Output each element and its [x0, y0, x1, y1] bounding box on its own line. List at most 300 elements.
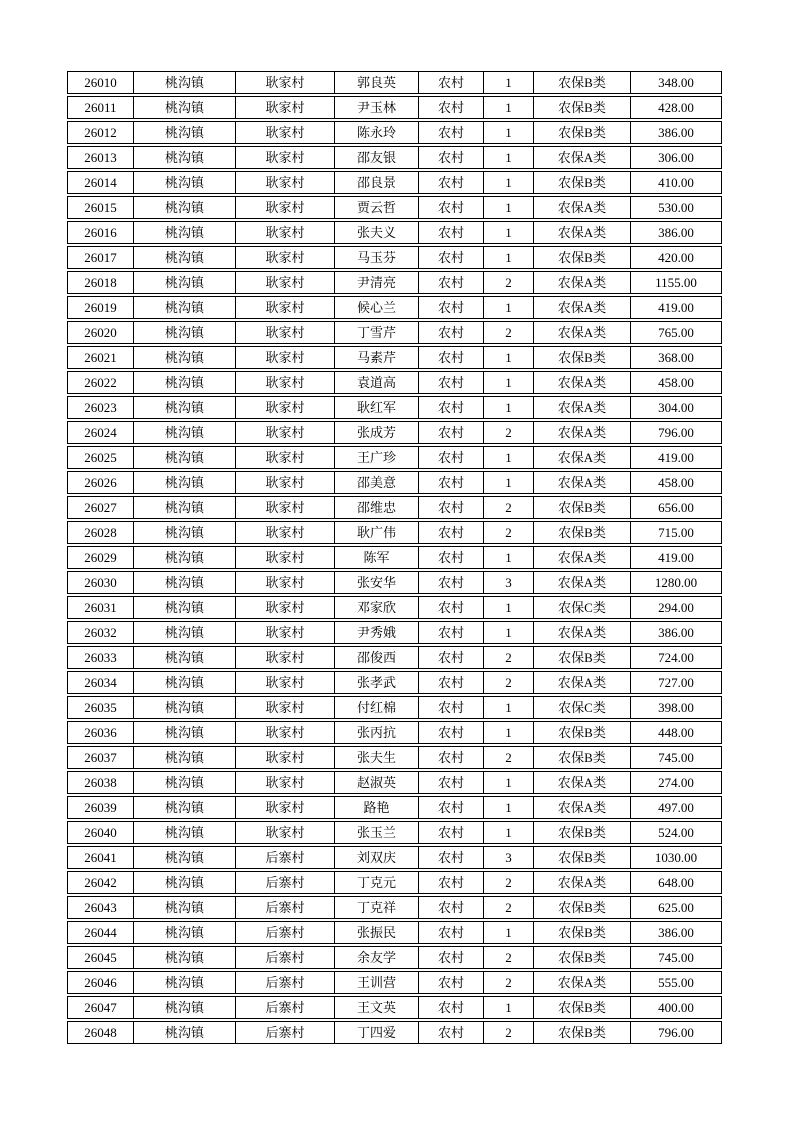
cell-id: 26021: [68, 347, 134, 368]
cell-category: 农保B类: [534, 922, 631, 943]
cell-town: 桃沟镇: [134, 172, 236, 193]
table-row: [67, 121, 722, 144]
cell-name: 马素芹: [335, 347, 419, 368]
cell-amount: 428.00: [658, 100, 694, 115]
cell-residence: 农村: [419, 847, 484, 868]
table-row: [67, 721, 722, 744]
cell-category: 农保C类: [534, 697, 631, 718]
cell-amount: 419.00: [658, 300, 694, 315]
cell-category: 农保A类: [534, 372, 631, 393]
cell-village: 耿家村: [236, 522, 335, 543]
cell-amount: 419.00: [658, 450, 694, 465]
cell-name: 邓家欣: [335, 597, 419, 618]
cell-id: 26045: [68, 947, 134, 968]
cell-name: 马玉芬: [335, 247, 419, 268]
cell-count: 1: [484, 297, 534, 318]
cell-category: 农保A类: [534, 772, 631, 793]
table-row: [67, 946, 722, 969]
cell-category: 农保A类: [534, 972, 631, 993]
table-row: [67, 1021, 722, 1044]
cell-residence: 农村: [419, 197, 484, 218]
cell-residence: 农村: [419, 397, 484, 418]
table-row: [67, 421, 722, 444]
cell-residence: 农村: [419, 922, 484, 943]
cell-count: 2: [484, 322, 534, 343]
cell-count: 1: [484, 922, 534, 943]
table-row: [67, 321, 722, 344]
cell-id: 26042: [68, 872, 134, 893]
cell-count: 1: [484, 222, 534, 243]
cell-count: 2: [484, 972, 534, 993]
cell-count: 3: [484, 847, 534, 868]
cell-id: 26035: [68, 697, 134, 718]
cell-village: 耿家村: [236, 447, 335, 468]
cell-town: 桃沟镇: [134, 922, 236, 943]
cell-village: 耿家村: [236, 297, 335, 318]
cell-count: 1: [484, 397, 534, 418]
cell-town: 桃沟镇: [134, 397, 236, 418]
table-row: [67, 821, 722, 844]
table-row: [67, 446, 722, 469]
cell-residence: 农村: [419, 622, 484, 643]
cell-category: 农保A类: [534, 147, 631, 168]
cell-residence: 农村: [419, 897, 484, 918]
cell-residence: 农村: [419, 272, 484, 293]
cell-town: 桃沟镇: [134, 597, 236, 618]
cell-name: 张玉兰: [335, 822, 419, 843]
cell-count: 1: [484, 622, 534, 643]
cell-village: 耿家村: [236, 822, 335, 843]
cell-category: 农保B类: [534, 997, 631, 1018]
cell-category: 农保B类: [534, 497, 631, 518]
cell-village: 耿家村: [236, 797, 335, 818]
cell-amount: 555.00: [658, 975, 694, 990]
table-row: [67, 646, 722, 669]
cell-name: 尹清亮: [335, 272, 419, 293]
cell-amount: 306.00: [658, 150, 694, 165]
cell-id: 26013: [68, 147, 134, 168]
cell-id: 26038: [68, 772, 134, 793]
cell-count: 1: [484, 72, 534, 93]
cell-residence: 农村: [419, 697, 484, 718]
cell-residence: 农村: [419, 222, 484, 243]
cell-amount: 796.00: [658, 1025, 694, 1040]
table-row: [67, 171, 722, 194]
cell-category: 农保B类: [534, 1022, 631, 1043]
cell-name: 候心兰: [335, 297, 419, 318]
cell-village: 后寨村: [236, 972, 335, 993]
cell-name: 丁克元: [335, 872, 419, 893]
cell-amount: 796.00: [658, 425, 694, 440]
cell-village: 耿家村: [236, 272, 335, 293]
cell-id: 26028: [68, 522, 134, 543]
cell-category: 农保A类: [534, 797, 631, 818]
table-row: [67, 546, 722, 569]
cell-town: 桃沟镇: [134, 197, 236, 218]
cell-residence: 农村: [419, 147, 484, 168]
cell-village: 耿家村: [236, 197, 335, 218]
cell-residence: 农村: [419, 572, 484, 593]
cell-id: 26047: [68, 997, 134, 1018]
cell-count: 2: [484, 272, 534, 293]
cell-category: 农保B类: [534, 897, 631, 918]
cell-id: 26014: [68, 172, 134, 193]
cell-count: 1: [484, 172, 534, 193]
cell-name: 耿广伟: [335, 522, 419, 543]
cell-residence: 农村: [419, 97, 484, 118]
cell-name: 袁道高: [335, 372, 419, 393]
cell-amount: 386.00: [658, 125, 694, 140]
cell-count: 1: [484, 597, 534, 618]
cell-name: 尹秀娥: [335, 622, 419, 643]
table-row: [67, 271, 722, 294]
cell-residence: 农村: [419, 647, 484, 668]
cell-id: 26043: [68, 897, 134, 918]
cell-count: 2: [484, 672, 534, 693]
table-row: [67, 496, 722, 519]
cell-id: 26025: [68, 447, 134, 468]
cell-residence: 农村: [419, 497, 484, 518]
cell-count: 1: [484, 472, 534, 493]
cell-amount: 419.00: [658, 550, 694, 565]
cell-count: 1: [484, 197, 534, 218]
cell-id: 26023: [68, 397, 134, 418]
cell-amount: 304.00: [658, 400, 694, 415]
cell-id: 26031: [68, 597, 134, 618]
table-row: [67, 971, 722, 994]
cell-residence: 农村: [419, 122, 484, 143]
cell-village: 后寨村: [236, 847, 335, 868]
cell-count: 1: [484, 997, 534, 1018]
cell-category: 农保A类: [534, 447, 631, 468]
cell-count: 2: [484, 747, 534, 768]
cell-name: 丁四爱: [335, 1022, 419, 1043]
cell-town: 桃沟镇: [134, 747, 236, 768]
cell-village: 耿家村: [236, 597, 335, 618]
cell-village: 耿家村: [236, 247, 335, 268]
table-row: [67, 471, 722, 494]
cell-name: 张成芳: [335, 422, 419, 443]
cell-residence: 农村: [419, 997, 484, 1018]
cell-category: 农保A类: [534, 322, 631, 343]
table-row: [67, 246, 722, 269]
cell-name: 邵友银: [335, 147, 419, 168]
cell-town: 桃沟镇: [134, 622, 236, 643]
cell-town: 桃沟镇: [134, 872, 236, 893]
cell-amount: 410.00: [658, 175, 694, 190]
cell-category: 农保B类: [534, 247, 631, 268]
cell-name: 陈永玲: [335, 122, 419, 143]
cell-town: 桃沟镇: [134, 72, 236, 93]
cell-residence: 农村: [419, 322, 484, 343]
cell-village: 耿家村: [236, 372, 335, 393]
cell-town: 桃沟镇: [134, 472, 236, 493]
cell-village: 后寨村: [236, 922, 335, 943]
table-row: [67, 571, 722, 594]
cell-amount: 625.00: [658, 900, 694, 915]
cell-amount: 656.00: [658, 500, 694, 515]
cell-amount: 745.00: [658, 750, 694, 765]
cell-count: 3: [484, 572, 534, 593]
cell-village: 耿家村: [236, 722, 335, 743]
cell-name: 王文英: [335, 997, 419, 1018]
cell-category: 农保B类: [534, 122, 631, 143]
cell-name: 余友学: [335, 947, 419, 968]
cell-town: 桃沟镇: [134, 997, 236, 1018]
cell-village: 耿家村: [236, 322, 335, 343]
cell-category: 农保A类: [534, 472, 631, 493]
cell-category: 农保B类: [534, 72, 631, 93]
table-row: [67, 796, 722, 819]
cell-id: 26018: [68, 272, 134, 293]
cell-amount: 1155.00: [655, 275, 697, 290]
cell-name: 王训营: [335, 972, 419, 993]
cell-town: 桃沟镇: [134, 247, 236, 268]
cell-town: 桃沟镇: [134, 847, 236, 868]
cell-residence: 农村: [419, 347, 484, 368]
cell-residence: 农村: [419, 797, 484, 818]
cell-name: 赵淑英: [335, 772, 419, 793]
table-row: [67, 96, 722, 119]
cell-village: 后寨村: [236, 997, 335, 1018]
cell-town: 桃沟镇: [134, 272, 236, 293]
cell-town: 桃沟镇: [134, 822, 236, 843]
cell-name: 耿红军: [335, 397, 419, 418]
cell-amount: 530.00: [658, 200, 694, 215]
cell-category: 农保B类: [534, 822, 631, 843]
cell-residence: 农村: [419, 372, 484, 393]
cell-id: 26011: [68, 97, 134, 118]
cell-name: 丁雪芹: [335, 322, 419, 343]
cell-village: 耿家村: [236, 672, 335, 693]
table-row: [67, 696, 722, 719]
cell-name: 尹玉林: [335, 97, 419, 118]
cell-town: 桃沟镇: [134, 497, 236, 518]
cell-amount: 1280.00: [654, 575, 698, 590]
cell-village: 耿家村: [236, 622, 335, 643]
table-row: [67, 196, 722, 219]
cell-residence: 农村: [419, 447, 484, 468]
cell-residence: 农村: [419, 472, 484, 493]
cell-town: 桃沟镇: [134, 672, 236, 693]
cell-category: 农保B类: [534, 722, 631, 743]
table-row: [67, 621, 722, 644]
cell-category: 农保B类: [534, 97, 631, 118]
cell-village: 耿家村: [236, 122, 335, 143]
cell-village: 耿家村: [236, 547, 335, 568]
cell-amount: 715.00: [658, 525, 694, 540]
cell-residence: 农村: [419, 547, 484, 568]
cell-name: 张夫义: [335, 222, 419, 243]
cell-id: 26046: [68, 972, 134, 993]
cell-amount: 448.00: [658, 725, 694, 740]
cell-category: 农保C类: [534, 597, 631, 618]
cell-name: 路艳: [335, 797, 419, 818]
table-row: [67, 71, 722, 94]
cell-town: 桃沟镇: [134, 147, 236, 168]
cell-residence: 农村: [419, 172, 484, 193]
cell-residence: 农村: [419, 947, 484, 968]
cell-id: 26017: [68, 247, 134, 268]
cell-id: 26022: [68, 372, 134, 393]
cell-category: 农保A类: [534, 422, 631, 443]
table-row: [67, 596, 722, 619]
cell-town: 桃沟镇: [134, 972, 236, 993]
cell-name: 张丙抗: [335, 722, 419, 743]
cell-id: 26048: [68, 1022, 134, 1043]
cell-amount: 294.00: [658, 600, 694, 615]
cell-count: 1: [484, 822, 534, 843]
table-row: [67, 346, 722, 369]
cell-residence: 农村: [419, 297, 484, 318]
cell-amount: 648.00: [658, 875, 694, 890]
cell-residence: 农村: [419, 422, 484, 443]
cell-village: 耿家村: [236, 697, 335, 718]
cell-id: 26010: [68, 72, 134, 93]
cell-amount: 765.00: [658, 325, 694, 340]
cell-id: 26026: [68, 472, 134, 493]
cell-name: 邵美意: [335, 472, 419, 493]
cell-category: 农保B类: [534, 172, 631, 193]
table-row: [67, 146, 722, 169]
cell-town: 桃沟镇: [134, 522, 236, 543]
cell-count: 1: [484, 147, 534, 168]
table-row: [67, 371, 722, 394]
cell-name: 邵俊西: [335, 647, 419, 668]
cell-residence: 农村: [419, 747, 484, 768]
cell-village: 后寨村: [236, 872, 335, 893]
cell-count: 1: [484, 772, 534, 793]
cell-village: 耿家村: [236, 472, 335, 493]
cell-town: 桃沟镇: [134, 772, 236, 793]
cell-category: 农保A类: [534, 272, 631, 293]
cell-residence: 农村: [419, 972, 484, 993]
cell-count: 2: [484, 897, 534, 918]
cell-village: 耿家村: [236, 97, 335, 118]
cell-amount: 398.00: [658, 700, 694, 715]
table-row: [67, 521, 722, 544]
cell-name: 张夫生: [335, 747, 419, 768]
cell-name: 王广珍: [335, 447, 419, 468]
cell-town: 桃沟镇: [134, 647, 236, 668]
cell-category: 农保A类: [534, 622, 631, 643]
cell-category: 农保B类: [534, 347, 631, 368]
cell-count: 1: [484, 722, 534, 743]
cell-name: 张振民: [335, 922, 419, 943]
cell-amount: 400.00: [658, 1000, 694, 1015]
cell-id: 26016: [68, 222, 134, 243]
cell-amount: 724.00: [658, 650, 694, 665]
cell-village: 耿家村: [236, 772, 335, 793]
cell-town: 桃沟镇: [134, 722, 236, 743]
cell-amount: 386.00: [658, 625, 694, 640]
cell-village: 耿家村: [236, 347, 335, 368]
cell-name: 郭良英: [335, 72, 419, 93]
cell-id: 26012: [68, 122, 134, 143]
cell-amount: 745.00: [658, 950, 694, 965]
cell-residence: 农村: [419, 872, 484, 893]
cell-amount: 274.00: [658, 775, 694, 790]
cell-count: 2: [484, 497, 534, 518]
cell-name: 邵良景: [335, 172, 419, 193]
cell-town: 桃沟镇: [134, 447, 236, 468]
cell-amount: 386.00: [658, 225, 694, 240]
cell-village: 后寨村: [236, 1022, 335, 1043]
cell-name: 邵维忠: [335, 497, 419, 518]
table-row: [67, 846, 722, 869]
cell-id: 26036: [68, 722, 134, 743]
cell-name: 付红棉: [335, 697, 419, 718]
cell-category: 农保A类: [534, 297, 631, 318]
cell-category: 农保A类: [534, 222, 631, 243]
cell-count: 1: [484, 372, 534, 393]
cell-category: 农保A类: [534, 872, 631, 893]
cell-village: 后寨村: [236, 947, 335, 968]
cell-town: 桃沟镇: [134, 297, 236, 318]
cell-name: 刘双庆: [335, 847, 419, 868]
cell-category: 农保A类: [534, 197, 631, 218]
cell-id: 26033: [68, 647, 134, 668]
table-row: [67, 746, 722, 769]
cell-town: 桃沟镇: [134, 697, 236, 718]
cell-town: 桃沟镇: [134, 947, 236, 968]
table-row: [67, 771, 722, 794]
table-row: [67, 396, 722, 419]
cell-count: 1: [484, 347, 534, 368]
cell-id: 26037: [68, 747, 134, 768]
cell-id: 26024: [68, 422, 134, 443]
cell-id: 26027: [68, 497, 134, 518]
cell-amount: 497.00: [658, 800, 694, 815]
cell-amount: 458.00: [658, 375, 694, 390]
cell-count: 1: [484, 97, 534, 118]
cell-id: 26030: [68, 572, 134, 593]
cell-id: 26020: [68, 322, 134, 343]
cell-count: 1: [484, 247, 534, 268]
cell-id: 26041: [68, 847, 134, 868]
cell-amount: 420.00: [658, 250, 694, 265]
cell-category: 农保B类: [534, 947, 631, 968]
cell-town: 桃沟镇: [134, 572, 236, 593]
table-row: [67, 671, 722, 694]
cell-town: 桃沟镇: [134, 97, 236, 118]
cell-town: 桃沟镇: [134, 547, 236, 568]
cell-count: 2: [484, 422, 534, 443]
cell-category: 农保A类: [534, 672, 631, 693]
cell-village: 后寨村: [236, 897, 335, 918]
cell-count: 2: [484, 1022, 534, 1043]
cell-count: 1: [484, 797, 534, 818]
cell-name: 陈军: [335, 547, 419, 568]
cell-id: 26029: [68, 547, 134, 568]
cell-count: 2: [484, 947, 534, 968]
cell-town: 桃沟镇: [134, 422, 236, 443]
cell-village: 耿家村: [236, 222, 335, 243]
cell-count: 2: [484, 872, 534, 893]
cell-village: 耿家村: [236, 147, 335, 168]
cell-count: 2: [484, 522, 534, 543]
cell-id: 26015: [68, 197, 134, 218]
cell-category: 农保A类: [534, 547, 631, 568]
cell-residence: 农村: [419, 672, 484, 693]
cell-residence: 农村: [419, 822, 484, 843]
cell-category: 农保A类: [534, 572, 631, 593]
cell-village: 耿家村: [236, 172, 335, 193]
cell-residence: 农村: [419, 72, 484, 93]
cell-village: 耿家村: [236, 497, 335, 518]
cell-id: 26032: [68, 622, 134, 643]
cell-id: 26034: [68, 672, 134, 693]
